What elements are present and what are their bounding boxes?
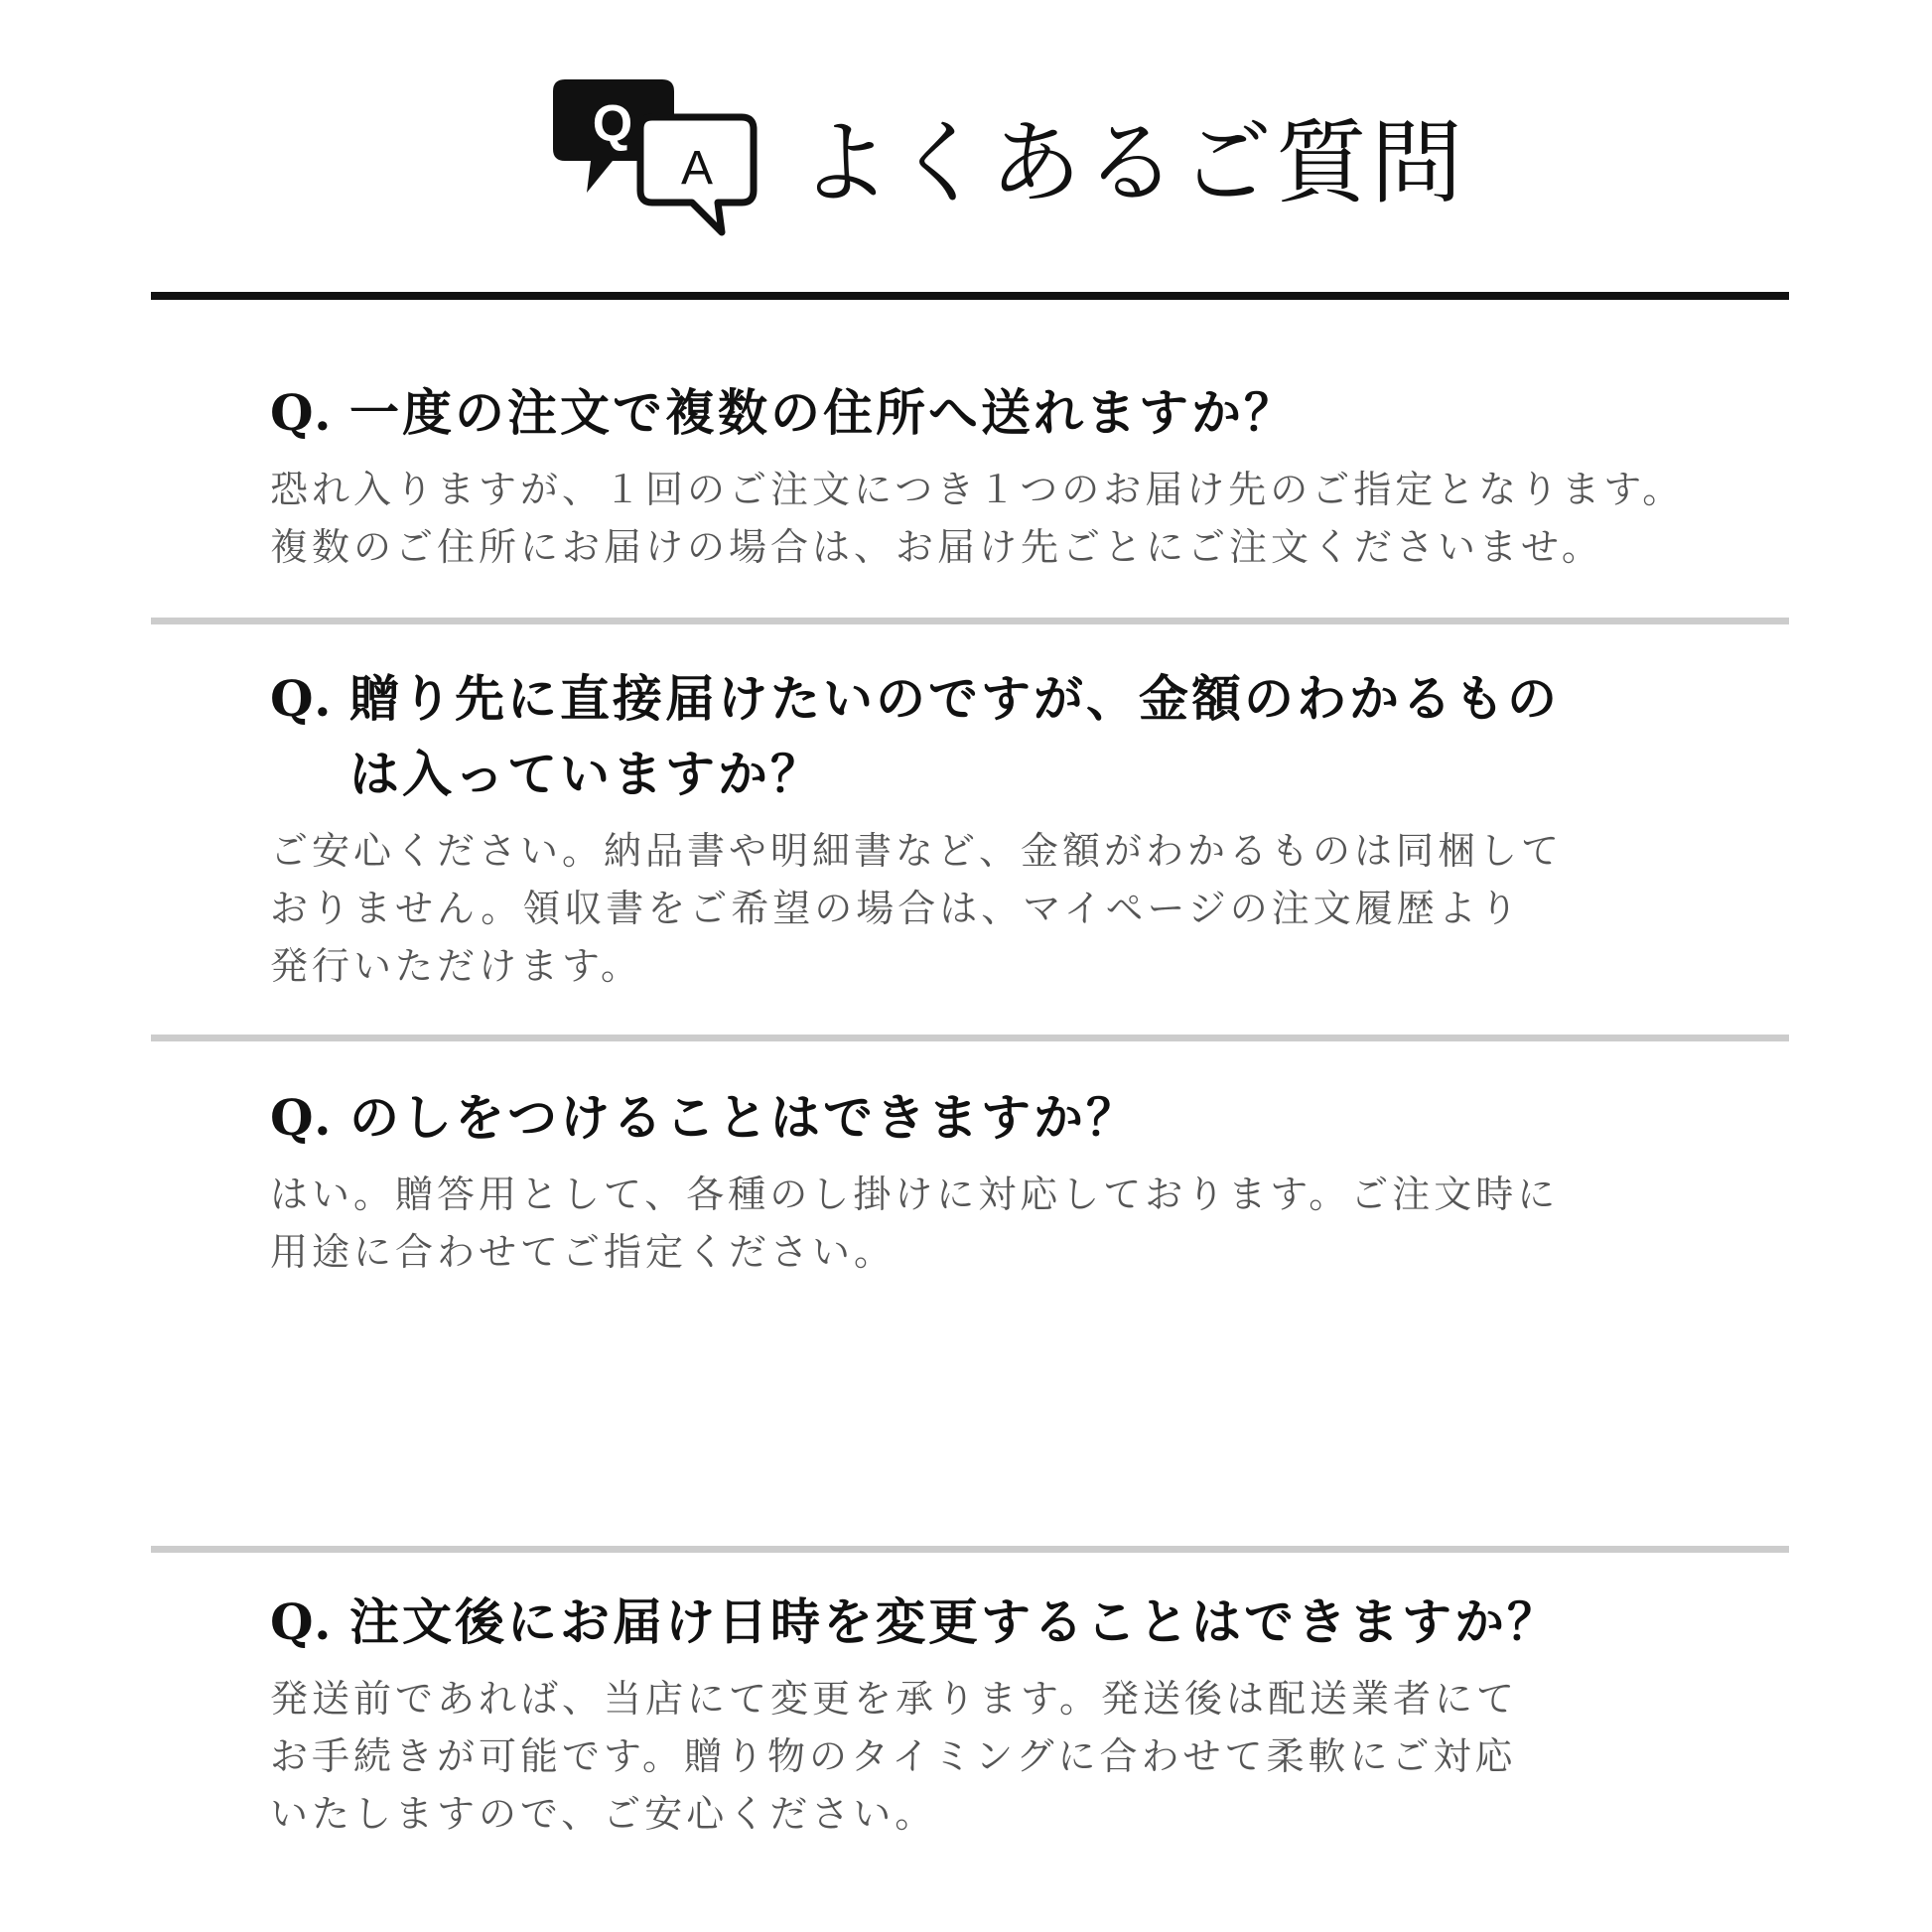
faq-item-4 [270,1585,1759,1843]
faq-divider [151,618,1789,624]
answer-line: おりません。領収書をご希望の場合は、マイページの注文履歴より [270,887,1522,930]
question-text: 一度の注文で複数の住所へ送れますか？ [349,383,1297,442]
page-title: よくあるご質問 [799,110,1467,216]
faq-divider [151,1546,1789,1553]
answer-line: 複数のご住所にお届けの場合は、お届け先ごとにご注文くださいませ。 [270,525,1603,569]
icon-a-letter: A [680,142,714,195]
faq-question [270,661,1759,812]
qa-speech-bubbles-icon [551,71,759,250]
answer-line: 発行いただけます。 [270,944,642,988]
faq-question [270,1080,1759,1156]
faq-answer [270,461,1759,576]
question-text-continued: は入っていますか？ [349,745,823,803]
answer-line: 用途に合わせてご指定ください。 [270,1230,897,1274]
title-rule [151,292,1789,300]
answer-line: 発送前であれば、当店にて変更を承ります。発送後は配送業者にて [270,1677,1518,1721]
question-prefix: Q. [270,1088,335,1147]
faq-question [270,375,1759,451]
icon-q-letter: Q [592,95,633,153]
faq-item-1 [270,375,1759,576]
question-prefix: Q. [270,383,335,442]
question-text: 贈り先に直接届けたいのですが、金額のわかるもの [349,669,1560,728]
answer-line: ご安心ください。納品書や明細書など、金額がわかるものは同梱して [270,829,1564,873]
faq-answer [270,1166,1759,1281]
answer-line: いたしますので、ご安心ください。 [270,1792,937,1836]
question-prefix: Q. [270,1592,335,1651]
question-text: 注文後にお届け日時を変更することはできますか？ [349,1592,1560,1651]
answer-line: お手続きが可能です。贈り物のタイミングに合わせて柔軟にご対応 [270,1734,1517,1778]
faq-answer [270,822,1759,995]
faq-question [270,1585,1759,1660]
answer-line: はい。贈答用として、各種のし掛けに対応しております。ご注文時に [270,1173,1560,1216]
question-prefix: Q. [270,669,335,728]
faq-divider [151,1035,1789,1041]
question-text: のしをつけることはできますか？ [349,1088,1139,1147]
faq-answer [270,1670,1759,1843]
faq-item-3 [270,1080,1759,1281]
faq-item-2 [270,661,1759,995]
answer-line: 恐れ入りますが、１回のご注文につき１つのお届け先のご指定となります。 [270,468,1685,511]
page-header [0,71,1932,250]
